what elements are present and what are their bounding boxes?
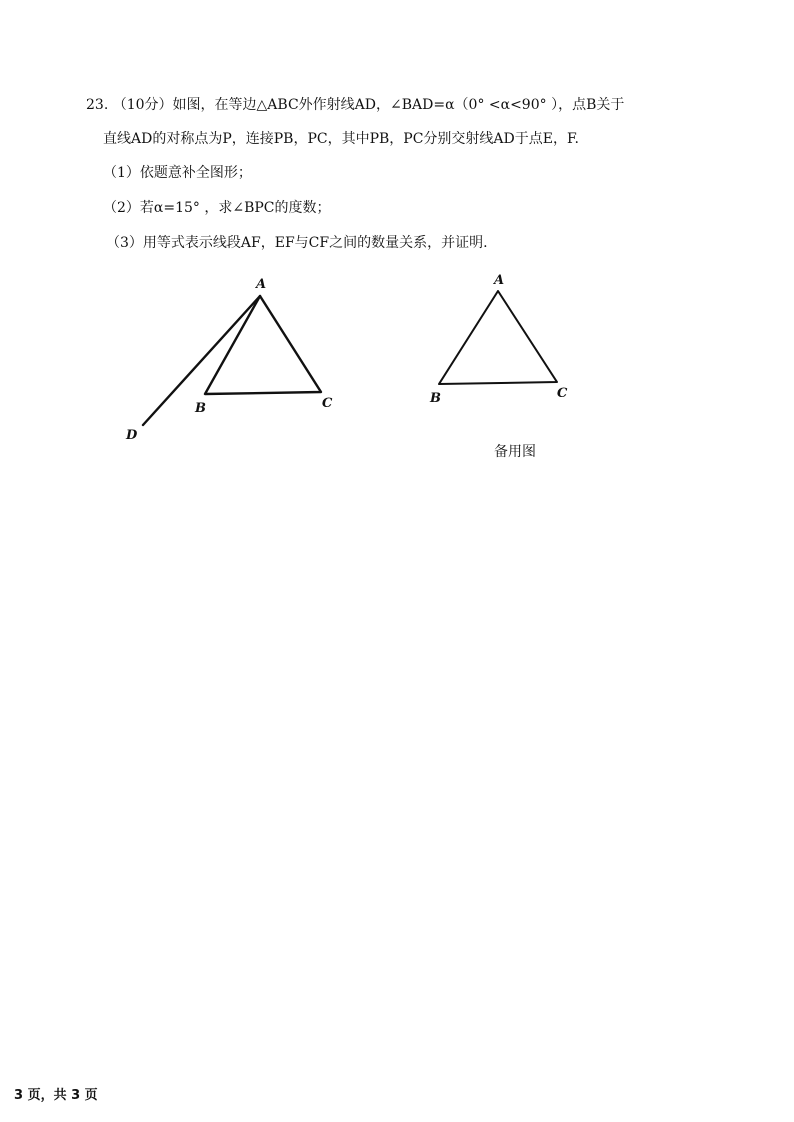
- page-number-footer: 3 页，共 3 页: [14, 1088, 98, 1103]
- point-label-c: C: [322, 396, 333, 411]
- question-part-1: （1）依题意补全图形；: [103, 165, 252, 181]
- point-label-a: A: [256, 277, 267, 292]
- point-label-d: D: [126, 428, 138, 443]
- question-part-2: （2）若α=15° ，求∠BPC的度数；: [103, 200, 331, 216]
- point-label-b: B: [195, 401, 206, 416]
- question-statement-line1: 23. （10分）如图，在等边△ABC外作射线AD，∠BAD=α（0° <α<90° ），点B关于: [86, 97, 625, 113]
- triangle-abc: [205, 296, 321, 394]
- backup-figure-caption: 备用图: [494, 444, 536, 460]
- triangle-abc-backup: [439, 291, 557, 384]
- question-part-3: （3）用等式表示线段AF，EF与CF之间的数量关系，并证明.: [106, 235, 488, 251]
- geometry-figure-main: [110, 268, 350, 453]
- point-label-c-backup: C: [557, 386, 568, 401]
- geometry-figure-backup: [418, 262, 588, 412]
- question-statement-line2: 直线AD的对称点为P，连接PB，PC，其中PB，PC分别交射线AD于点E，F.: [103, 131, 579, 147]
- point-label-a-backup: A: [494, 273, 505, 288]
- point-label-b-backup: B: [430, 391, 441, 406]
